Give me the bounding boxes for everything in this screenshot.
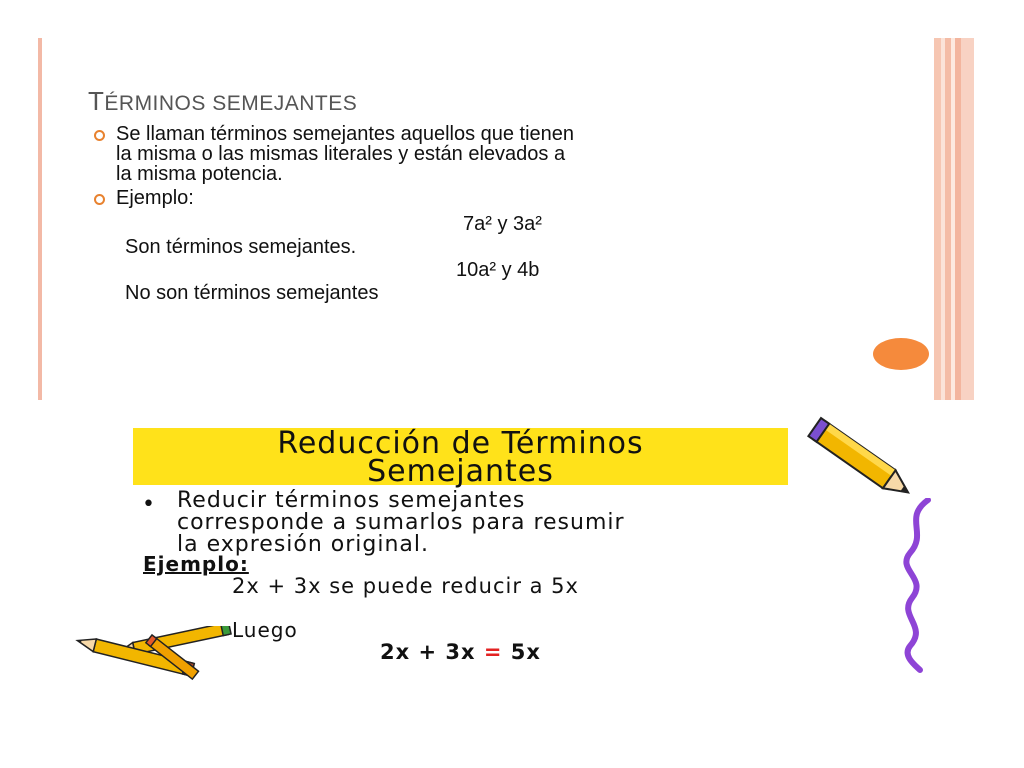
definition-line: la expresión original.: [177, 532, 430, 557]
slide-reduccion-terminos: [0, 400, 1024, 768]
slide-title: [133, 426, 788, 489]
luego-label: Luego: [232, 618, 298, 642]
bullet-circle-icon: [94, 194, 105, 205]
example-expression-1: 7a² y 3a²: [463, 213, 542, 235]
right-decorative-stripe: [961, 38, 974, 400]
example-label: Ejemplo:: [143, 552, 249, 576]
example-expression-2: 10a² y 4b: [456, 259, 540, 281]
crossed-pencils-icon: [66, 626, 241, 686]
definition-line: la misma o las mismas literales y están elevados a: [116, 143, 566, 165]
equation: [380, 640, 541, 664]
example-statement: 2x + 3x se puede reducir a 5x: [232, 574, 579, 598]
equation-left: 2x + 3x: [380, 640, 476, 664]
definition-line: Reducir términos semejantes: [177, 488, 526, 513]
right-decorative-stripe: [934, 38, 941, 400]
title-line: Semejantes: [367, 454, 554, 489]
slide-title: [88, 86, 357, 117]
left-decorative-stripe: [38, 38, 42, 400]
bullet-circle-icon: [94, 130, 105, 141]
orange-circle-decoration: [873, 338, 929, 370]
title-line: Reducción de Términos: [277, 426, 644, 461]
example-text-2: No son términos semejantes: [125, 282, 379, 304]
definition-line: la misma potencia.: [116, 163, 283, 185]
reduction-definition: [177, 490, 877, 556]
bullet-dot: •: [142, 492, 156, 517]
definition-line: Se llaman términos semejantes aquellos que tienen: [116, 123, 575, 145]
definition-line: corresponde a sumarlos para resumir: [177, 510, 625, 535]
example-text-1: Son términos semejantes.: [125, 236, 357, 258]
example-label: Ejemplo:: [116, 187, 194, 209]
title-first-letter: T: [88, 86, 105, 116]
purple-squiggle-icon: [898, 498, 938, 673]
equation-right: 5x: [510, 640, 541, 664]
equals-sign: =: [483, 640, 503, 664]
title-rest: ÉRMINOS SEMEJANTES: [104, 92, 358, 115]
